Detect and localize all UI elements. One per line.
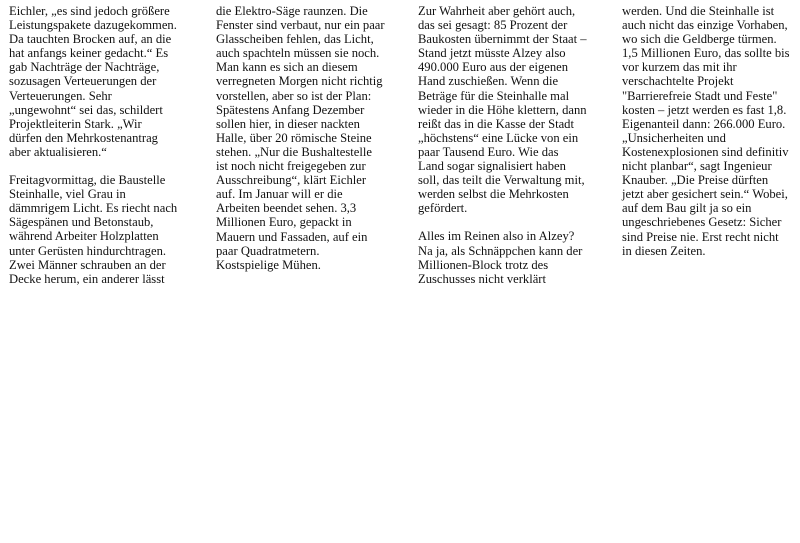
paragraph: [418, 4, 600, 215]
text-line: Zur Wahrheit aber gehört auch,: [418, 4, 576, 18]
text-line: Zwei Männer schrauben an der: [9, 257, 166, 272]
text-line: „ungewohnt“ sei das, schildert: [9, 102, 163, 117]
text-line: "Barrierefreie Stadt und Feste": [622, 88, 778, 103]
text-line: verregneten Morgen nicht richtig: [216, 74, 383, 89]
text-line: Stand jetzt müsste Alzey also: [418, 46, 566, 61]
text-line: Land sogar signalisiert haben: [418, 159, 566, 174]
text-line: unter Gerüsten hindurchtragen.: [9, 243, 167, 258]
text-line: dürfen den Mehrkostenantrag: [9, 130, 158, 145]
text-line: auf. Im Januar will er die: [216, 187, 343, 202]
text-line: Fenster sind verbaut, nur ein paar: [216, 18, 385, 33]
text-line: Alles im Reinen also in Alzey?: [418, 229, 575, 244]
text-line: ist noch nicht freigegeben zur: [216, 159, 366, 174]
text-line: 490.000 Euro aus der eigenen: [418, 60, 569, 75]
text-line: sind Preise nie. Erst recht nicht: [622, 229, 779, 244]
text-line: Halle, über 20 römische Steine: [216, 130, 372, 145]
text-line: dämmrigem Licht. Es riecht nach: [9, 201, 178, 216]
text-line: paar Quadratmetern.: [216, 243, 320, 258]
text-line: nicht planbar“, sagt Ingenieur: [622, 159, 772, 174]
text-line: gefördert.: [418, 201, 468, 216]
text-line: Eigenanteil dann: 266.000 Euro.: [622, 116, 786, 131]
text-line: vorstellen, aber so ist der Plan:: [216, 88, 372, 103]
text-line: Verteuerungen. Sehr: [9, 88, 112, 103]
text-line: vor kurzem das mit ihr: [622, 60, 737, 75]
text-line: das sei gesagt: 85 Prozent der: [418, 18, 568, 33]
text-line: Arbeiten beendet sehen. 3,3: [216, 201, 357, 216]
text-column-3: [418, 4, 600, 300]
text-line: die Elektro-Säge raunzen. Die: [216, 4, 368, 18]
text-line: Sägespänen und Betonstaub,: [9, 215, 154, 230]
text-line: reißt das in die Kasse der Stadt: [418, 116, 574, 131]
text-line: Freitagvormittag, die Baustelle: [9, 173, 166, 188]
text-line: Leistungspakete dazugekommen.: [9, 18, 177, 33]
text-line: gab Nachträge der Nachträge,: [9, 60, 160, 75]
text-line: Hand zuschießen. Wenn die: [418, 74, 559, 89]
text-line: Na ja, als Schnäppchen kann der: [418, 243, 583, 258]
text-column-4: [622, 4, 800, 272]
text-column-2: [216, 4, 398, 286]
text-line: kosten – jetzt werden es fast 1,8.: [622, 102, 787, 117]
text-line: jetzt aber gesichert sein.“ Wobei,: [622, 187, 788, 202]
text-line: sozusagen Verteuerungen der: [9, 74, 157, 89]
text-line: auf dem Bau gilt ja so ein: [622, 201, 752, 216]
text-line: Zuschusses nicht verklärt: [418, 271, 547, 286]
text-line: aber aktualisieren.“: [9, 144, 107, 159]
text-line: Baukosten übernimmt der Staat –: [418, 32, 587, 47]
text-line: werden. Und die Steinhalle ist: [622, 4, 775, 18]
text-line: hat anfangs keiner gedacht.“ Es: [9, 46, 169, 61]
paragraph: [418, 229, 600, 285]
text-line: Kostenexplosionen sind definitiv: [622, 144, 789, 159]
text-line: auch nicht das einzige Vorhaben,: [622, 18, 788, 33]
text-line: Millionen-Block trotz des: [418, 257, 549, 272]
text-line: wo sich die Geldberge türmen.: [622, 32, 777, 47]
text-line: ungeschriebenes Gesetz: Sicher: [622, 215, 782, 230]
text-line: 1,5 Millionen Euro, das sollte bis: [622, 46, 790, 61]
text-line: Projektleiterin Stark. „Wir: [9, 116, 142, 131]
text-line: Decke herum, ein anderer lässt: [9, 271, 165, 286]
text-line: Glasscheiben fehlen, das Licht,: [216, 32, 374, 47]
text-line: sollen hier, in dieser nackten: [216, 116, 360, 131]
text-line: während Arbeiter Holzplatten: [9, 229, 159, 244]
text-line: Mauern und Fassaden, auf ein: [216, 229, 368, 244]
text-line: wieder in die Höhe klettern, dann: [418, 102, 587, 117]
paragraph: [9, 173, 191, 286]
text-line: Ausschreibung“, klärt Eichler: [216, 173, 367, 188]
text-line: Kostspielige Mühen.: [216, 257, 321, 272]
text-line: Beträge für die Steinhalle mal: [418, 88, 570, 103]
text-line: Knauber. „Die Preise dürften: [622, 173, 769, 188]
paragraph: [216, 4, 398, 272]
text-line: Steinhalle, viel Grau in: [9, 187, 126, 202]
paragraph: [9, 4, 191, 159]
text-line: Spätestens Anfang Dezember: [216, 102, 365, 117]
text-line: paar Tausend Euro. Wie das: [418, 144, 559, 159]
text-line: „höchstens“ eine Lücke von ein: [418, 130, 579, 145]
text-line: werden selbst die Mehrkosten: [418, 187, 569, 202]
text-line: auch spachteln müssen sie noch.: [216, 46, 380, 61]
paragraph: [622, 4, 800, 258]
text-line: Millionen Euro, gepackt in: [216, 215, 352, 230]
text-line: Da tauchten Brocken auf, an die: [9, 32, 172, 47]
text-line: stehen. „Nur die Bushaltestelle: [216, 144, 372, 159]
text-line: in diesen Zeiten.: [622, 243, 706, 258]
text-line: soll, das teilt die Verwaltung mit,: [418, 173, 585, 188]
text-line: Man kann es sich an diesem: [216, 60, 358, 75]
text-line: „Unsicherheiten und: [622, 130, 726, 145]
text-line: Eichler, „es sind jedoch größere: [9, 4, 170, 18]
text-line: verschachtelte Projekt: [622, 74, 734, 89]
text-column-1: [9, 4, 191, 300]
